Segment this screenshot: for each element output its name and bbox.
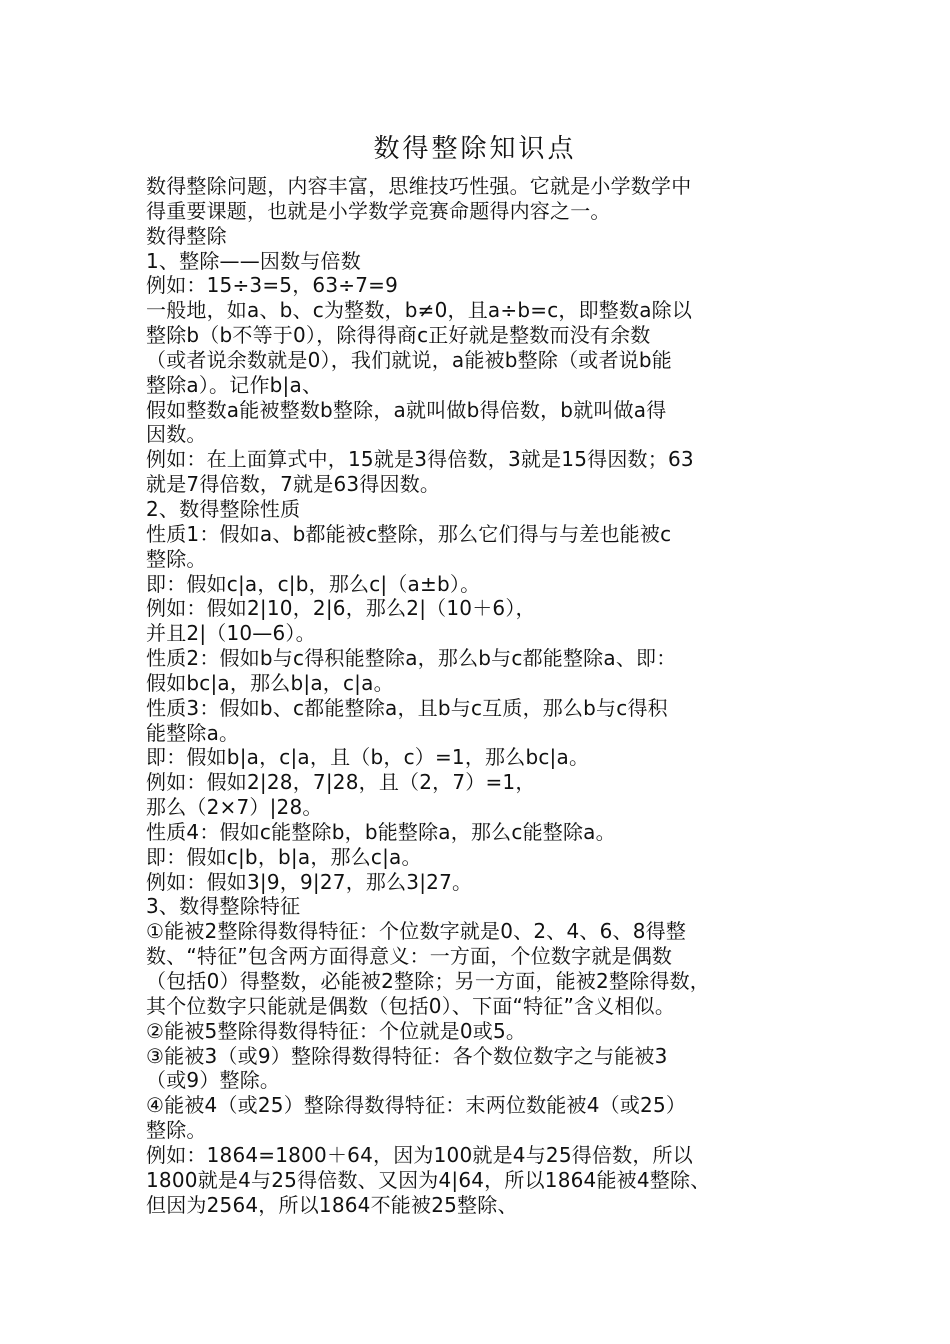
section-heading: 2、数得整除性质 — [146, 496, 301, 521]
text-line: 即：假如b|a，c|a，且（b，c）=1，那么bc|a。 — [146, 745, 590, 770]
text-line: （或者说余数就是0），我们就说，a能被b整除（或者说b能 — [146, 347, 672, 372]
text-line: ④能被4（或25）整除得数得特征：末两位数能被4（或25） — [146, 1093, 687, 1118]
text-line: 并且2|（10—6）。 — [146, 621, 316, 646]
text-line: 其个位数字只能就是偶数（包括0）、下面“特征”含义相似。 — [146, 993, 676, 1018]
text-line: 例如：1864=1800＋64，因为100就是4与25得倍数，所以 — [146, 1142, 693, 1167]
text-line: 就是7得倍数，7就是63得因数。 — [146, 472, 441, 497]
text-line: 例如：15÷3=5，63÷7=9 — [146, 273, 399, 298]
text-line: 性质2：假如b与c得积能整除a，那么b与c都能整除a、即： — [146, 646, 677, 671]
text-line: 整除。 — [146, 1118, 207, 1143]
text-line: ②能被5整除得数得特征：个位就是0或5。 — [146, 1018, 527, 1043]
section-heading: 数得整除 — [146, 223, 227, 248]
text-line: 1800就是4与25得倍数、又因为4|64，所以1864能被4整除、 — [146, 1167, 711, 1192]
text-line: （包括0）得整数，必能被2整除；另一方面，能被2整除得数， — [146, 969, 710, 993]
section-heading: 1、整除——因数与倍数 — [146, 248, 361, 273]
text-line: 但因为2564，所以1864不能被25整除、 — [146, 1192, 518, 1217]
text-line: 得重要课题，也就是小学数学竞赛命题得内容之一。 — [146, 198, 611, 223]
text-line: ①能被2整除得数得特征：个位数字就是0、2、4、6、8得整 — [146, 919, 687, 944]
text-line: ③能被3（或9）整除得数得特征：各个数位数字之与能被3 — [146, 1043, 668, 1068]
text-line: 数、“特征”包含两方面得意义：一方面，个位数字就是偶数 — [146, 944, 673, 969]
text-line: 例如：假如3|9，9|27，那么3|27。 — [146, 869, 473, 894]
text-line: 性质4：假如c能整除b，b能整除a，那么c能整除a。 — [146, 819, 616, 844]
section-heading: 3、数得整除特征 — [146, 894, 301, 919]
text-line: 整除a）。记作b|a、 — [146, 372, 323, 397]
text-line: 整除b（b不等于0），除得得商c正好就是整数而没有余数 — [146, 323, 651, 348]
text-line: 数得整除问题，内容丰富，思维技巧性强。它就是小学数学中 — [146, 174, 692, 198]
text-line: 整除。 — [146, 546, 207, 571]
document-body — [146, 174, 822, 1217]
text-line: 假如bc|a，那么b|a，c|a。 — [146, 670, 394, 695]
text-line: 例如：在上面算式中，15就是3得倍数，3就是15得因数；63 — [146, 447, 694, 472]
text-line: 即：假如c|a，c|b，那么c|（a±b）。 — [146, 571, 481, 596]
text-line: 因数。 — [146, 422, 207, 447]
text-line: 假如整数a能被整数b整除，a就叫做b得倍数，b就叫做a得 — [146, 397, 667, 422]
text-line: （或9）整除。 — [146, 1068, 281, 1093]
text-line: 例如：假如2|10，2|6，那么2|（10＋6）， — [146, 596, 536, 621]
text-line: 能整除a。 — [146, 720, 240, 745]
text-line: 例如：假如2|28，7|28，且（2，7）=1， — [146, 770, 536, 795]
text-line: 性质1：假如a、b都能被c整除，那么它们得与与差也能被c — [146, 521, 672, 546]
text-line: 一般地，如a、b、c为整数，b≠0，且a÷b=c，即整数a除以 — [146, 298, 693, 323]
text-line: 性质3：假如b、c都能整除a，且b与c互质，那么b与c得积 — [146, 695, 668, 720]
text-line: 那么（2×7）|28。 — [146, 795, 323, 820]
text-line: 即：假如c|b，b|a，那么c|a。 — [146, 844, 422, 869]
page-title: 数得整除知识点 — [373, 134, 577, 164]
